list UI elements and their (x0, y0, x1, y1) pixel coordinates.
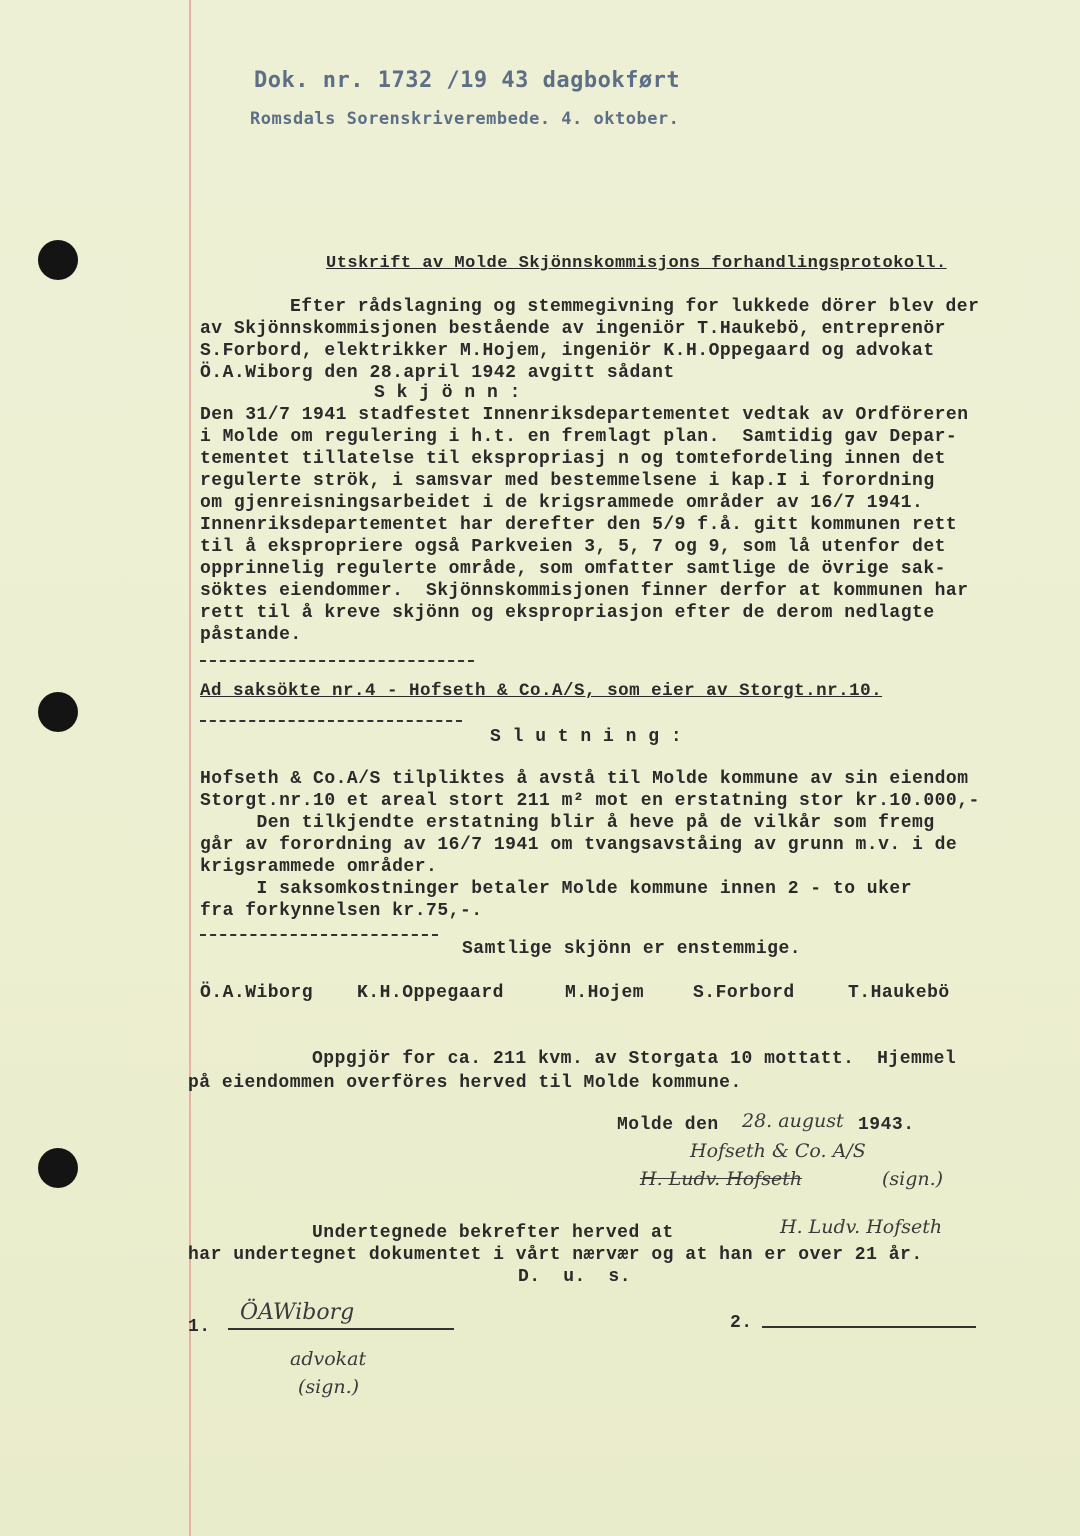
skjonn-line: rett til å kreve skjönn og ekspropriasjon efter de derom nedlagte (200, 603, 935, 623)
settlement-line: på eiendommen overföres herved til Molde kommune. (188, 1073, 742, 1093)
slutning-line: fra forkynnelsen kr.75,-. (200, 901, 483, 921)
skjonn-line: regulerte strök, i samsvar med bestemmelsene i kap.I i forordning (200, 471, 935, 491)
witness-1-sign: (sign.) (298, 1376, 360, 1398)
margin-line (189, 0, 191, 1536)
body-line: S.Forbord, elektrikker M.Hojem, ingeniör K.H.Oppegaard og advokat (200, 341, 935, 361)
dashed-separator (200, 660, 474, 662)
skjonn-line: söktes eiendommer. Skjönnskommisjonen finner derfor at kommunen har (200, 581, 969, 601)
skjonn-line: i Molde om regulering i h.t. en fremlagt plan. Samtidig gav Depar- (200, 427, 958, 447)
signature-line-1 (228, 1328, 454, 1330)
body-line: Efter rådslagning og stemmegivning for lukkede dörer blev der (290, 297, 980, 317)
witness-statement: har undertegnet dokumentet i vårt nærvær og at han er over 21 år. (188, 1245, 923, 1265)
slutning-line: krigsrammede områder. (200, 857, 438, 877)
punch-hole-top (38, 240, 78, 280)
skjonn-line: tementet tillatelse til ekspropriasj n og tomtefordeling innen det (200, 449, 946, 469)
witness-statement: Undertegnede bekrefter herved at (312, 1223, 674, 1243)
slutning-line: Den tilkjendte erstatning blir å heve på de vilkår som fremg (200, 813, 935, 833)
slutning-line: går av forordning av 16/7 1941 om tvangsavståing av grunn m.v. i de (200, 835, 958, 855)
handwritten-witness-name: H. Ludv. Hofseth (780, 1216, 943, 1238)
body-line: av Skjönnskommisjonen bestående av ingeniör T.Haukebö, entreprenör (200, 319, 946, 339)
slutning-heading: S l u t n i n g : (490, 727, 683, 747)
signer-name: M.Hojem (565, 983, 645, 1003)
struck-signature: H. Ludv. Hofseth (640, 1168, 803, 1190)
signer-name: T.Haukebö (848, 983, 950, 1003)
dashed-separator (200, 934, 438, 936)
document-title: Utskrift av Molde Skjönnskommisjons forhandlingsprotokoll. (326, 254, 947, 273)
sign-note: (sign.) (882, 1168, 944, 1190)
witness-2-number: 2. (730, 1313, 753, 1333)
slutning-line: Storgt.nr.10 et areal stort 211 m² mot en erstatning stor kr.10.000,- (200, 791, 980, 811)
witness-1-title: advokat (290, 1348, 367, 1370)
witness-1-number: 1. (188, 1317, 211, 1337)
dus-line: D. u. s. (518, 1267, 632, 1287)
punch-hole-bottom (38, 1148, 78, 1188)
doc-number-stamp: Dok. nr. 1732 /19 43 dagbokført (254, 68, 681, 93)
skjonn-line: påstande. (200, 625, 302, 645)
signer-name: K.H.Oppegaard (357, 983, 504, 1003)
signer-name: Ö.A.Wiborg (200, 983, 314, 1003)
skjonn-line: Innenriksdepartementet har derefter den 5/9 f.å. gitt kommunen rett (200, 515, 958, 535)
handwritten-date: 28. august (742, 1110, 844, 1132)
skjonn-line: om gjenreisningsarbeidet i de krigsrammede områder av 16/7 1941. (200, 493, 924, 513)
body-line: Ö.A.Wiborg den 28.april 1942 avgitt sådant (200, 363, 675, 383)
place-date-year: 1943. (858, 1115, 915, 1135)
skjonn-line: til å ekspropriere også Parkveien 3, 5, 7 og 9, som lå utenfor det (200, 537, 946, 557)
ad-line: Ad saksökte nr.4 - Hofseth & Co.A/S, som eier av Storgt.nr.10. (200, 681, 883, 701)
office-stamp: Romsdals Sorenskriverembede. 4. oktober. (250, 109, 680, 129)
slutning-line: Hofseth & Co.A/S tilpliktes å avstå til Molde kommune av sin eiendom (200, 769, 969, 789)
punch-hole-middle (38, 692, 78, 732)
skjonn-line: Den 31/7 1941 stadfestet Innenriksdepartementet vedtak av Ordföreren (200, 405, 969, 425)
signer-name: S.Forbord (693, 983, 795, 1003)
skjonn-heading: S k j ö n n : (374, 383, 521, 403)
skjonn-line: opprinnelig regulerte område, som omfatter samtlige de övrige sak- (200, 559, 946, 579)
signature-line-2 (762, 1326, 976, 1328)
settlement-line: Oppgjör for ca. 211 kvm. av Storgata 10 mottatt. Hjemmel (312, 1049, 957, 1069)
unanimous-statement: Samtlige skjönn er enstemmige. (462, 939, 802, 959)
slutning-line: I saksomkostninger betaler Molde kommune innen 2 - to uker (200, 879, 913, 899)
dashed-separator (200, 720, 462, 722)
company-signature: Hofseth & Co. A/S (690, 1140, 866, 1162)
witness-1-signature: ÖAWiborg (240, 1300, 355, 1325)
place-date-prefix: Molde den (617, 1115, 719, 1135)
